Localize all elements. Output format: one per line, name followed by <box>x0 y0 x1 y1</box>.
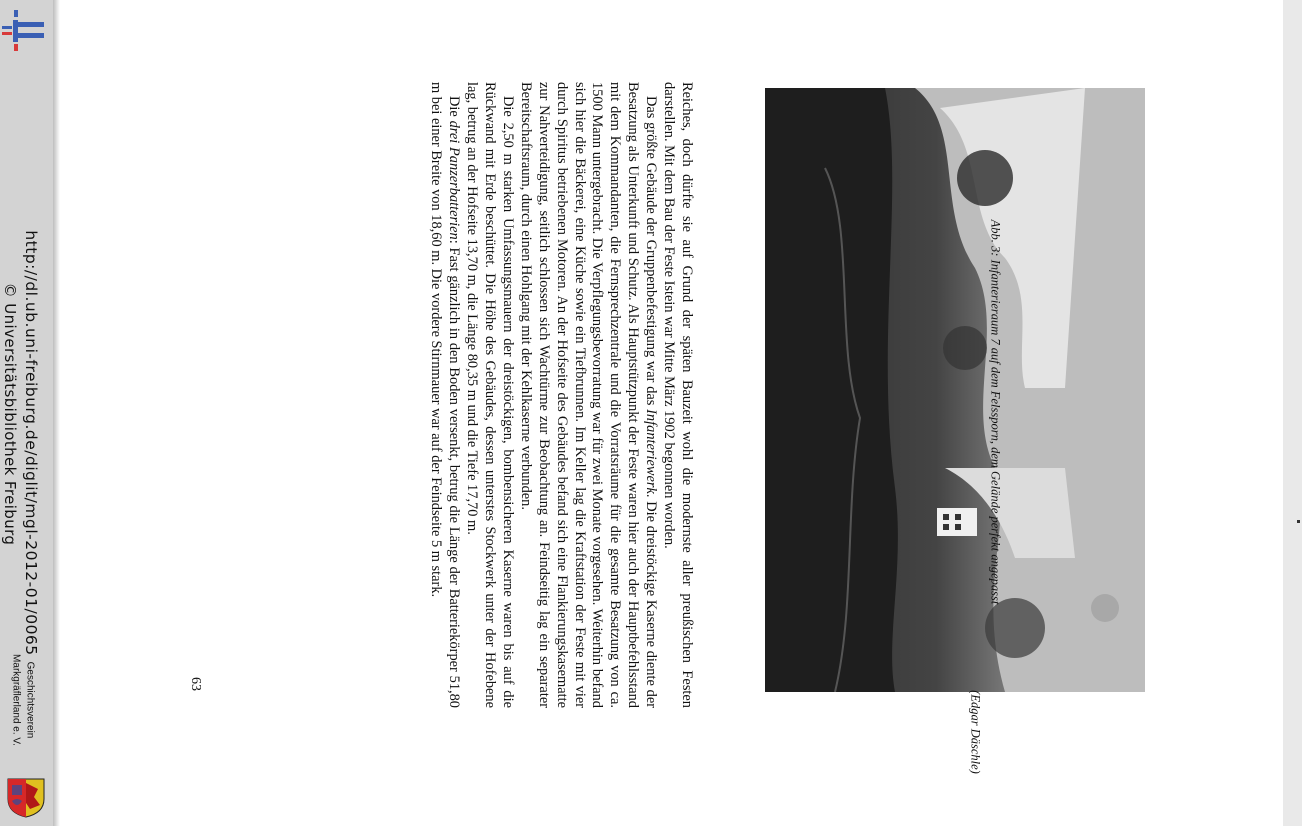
society-name-line2: Markgräflerland e. V. <box>10 654 22 746</box>
body-text-area <box>235 82 695 708</box>
society-name-line1: Geschichtsverein <box>24 661 36 739</box>
page-number: 63 <box>188 677 203 691</box>
page-shadow <box>53 0 60 826</box>
viewer-sidebar <box>0 0 53 826</box>
paragraph-2-start: Das größte Gebäude der Gruppenbefestigung war das <box>643 96 660 410</box>
scroll-marker <box>1297 520 1300 523</box>
paragraph-2-rest: . Die dreistöckige Kaserne diente der Besatzung als Unterkunft und Schutz. Als Hauptstützpunkt der Feste waren hier auch der Hauptbefehlsstand mit dem Kommandanten, die Fernsprechzentrale und die Vorratsräume für die gesamte Besatzung von ca. 1500 Mann untergebracht. Die Verpflegungsbevorratung war für zwei Monate vorgesehen. Weiterhin befand sich hier die Bäckerei, eine Küche sowie ein Tiefbrunnen. Im Keller lag die Kraftstation der Feste mit vier durch Spiritus betriebenen Motoren. An der Hofseite des Gebäudes befand sich eine Flankierungskasematte zur Nahverteidigung, seitlich schlossen sich Wachtürme zur Beobachtung an. Feindseitig lag ein separater Bereitschaftsraum, durch einen Hohlgang mit der Kehlkaserne verbunden. <box>517 82 660 708</box>
figure-caption: Abb. 3: Infanterieraum 7 auf dem Felssporn, dem Gelände perfekt angepasst <box>988 219 1003 605</box>
scanned-page <box>235 82 1145 774</box>
paragraph-3: Die 2,50 m starken Umfassungsmauern der dreistöckigen, bombensicheren Kaserne waren bis auf die Rückwand mit Erde beschüttet. Die Höhe des Gebäudes, dessen unterstes Stockwerk unter der Hofebene lag, betrug an der Hofseite 13,70 m, die Länge 80,35 m und die Tiefe 17,70 m. <box>464 82 516 708</box>
paragraph-2 <box>516 82 659 708</box>
source-url[interactable]: http://dl.ub.uni-freiburg.de/diglit/mgl-2012-01/0065 <box>22 230 40 656</box>
right-gutter <box>1283 0 1302 826</box>
digital-library-logo-icon[interactable] <box>2 8 44 52</box>
paragraph-4-emphasis: drei Panzerbatterien <box>446 120 463 240</box>
paragraph-2-emphasis: Infanteriewerk <box>643 409 660 494</box>
body-text <box>235 82 695 708</box>
paragraph-4 <box>426 82 462 708</box>
figure-credit: (Edgar Däschle) <box>968 690 983 774</box>
copyright-notice: © Universitätsbibliothek Freiburg <box>1 282 19 546</box>
fortress-photo <box>765 88 1145 692</box>
paragraph-4-rest: : Fast gänzlich in den Boden versenkt, betrug die Länge der Batteriekörper 51,80 m bei einer Breite von 18,60 m. Die vordere Stirnmauer war auf der Feindseite 5 m stark. <box>428 82 463 709</box>
society-crest-icon <box>4 775 48 819</box>
paragraph-4-start: Die <box>446 96 463 121</box>
paragraph-1: Reiches, doch dürfte sie auf Grund der späten Bauzeit wohl die modernste aller preußischen Festen darstellen. Mit dem Bau der Feste Istein war Mitte März 1902 begonnen worden. <box>661 82 695 708</box>
